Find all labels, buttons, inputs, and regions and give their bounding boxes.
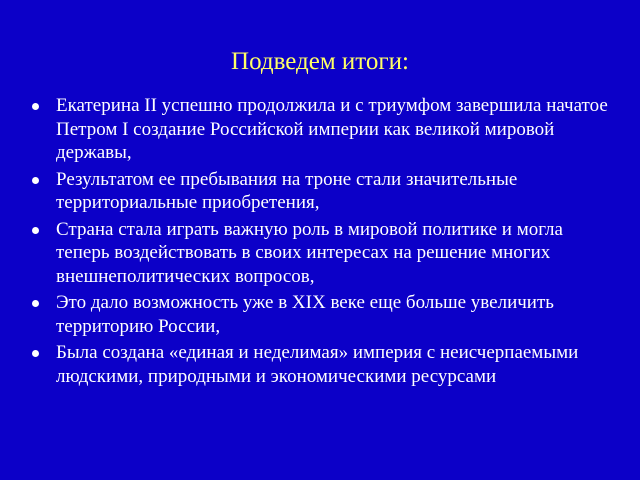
bullet-text: Результатом ее пребывания на троне стали значительные территориальные приобретения, <box>56 168 518 213</box>
bullet-item-2 <box>30 168 610 215</box>
bullet-dot-icon <box>32 300 39 307</box>
bullet-dot-icon <box>32 103 39 110</box>
slide-title: Подведем итоги: <box>231 48 409 75</box>
bullet-item-1 <box>30 94 610 165</box>
bullet-list <box>30 94 610 391</box>
bullet-text: Страна стала играть важную роль в мировой политике и могла теперь воздействовать в своих интересах на решение многих внешнеполитических вопросов, <box>56 218 563 287</box>
bullet-text: Екатерина II успешно продолжила и с триумфом завершила начатое Петром I создание Российской империи как великой мировой державы, <box>56 95 608 163</box>
bullet-text: Была создана «единая и неделимая» империя с неисчерпаемыми людскими, природными и экономическими ресурсами <box>56 342 579 387</box>
bullet-item-3 <box>30 218 610 289</box>
bullet-item-4 <box>30 291 610 338</box>
bullet-dot-icon <box>32 350 39 357</box>
bullet-dot-icon <box>32 177 39 184</box>
bullet-text: Это дало возможность уже в XIX веке еще больше увеличить территорию России, <box>56 292 554 337</box>
bullet-item-5 <box>30 341 610 388</box>
bullet-dot-icon <box>32 227 39 234</box>
